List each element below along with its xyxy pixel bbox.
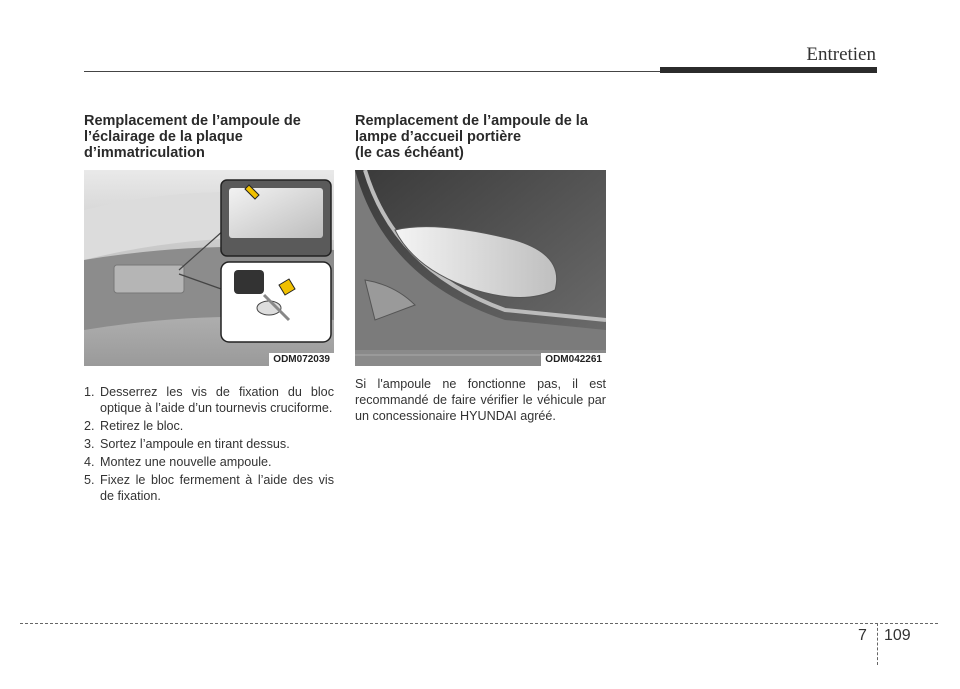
step-text: Fixez le bloc fermement à l’aide des vis de fixation. <box>100 473 334 503</box>
header-rule-thin <box>84 71 660 72</box>
right-figure-code: ODM042261 <box>541 353 606 366</box>
step-text: Sortez l’ampoule en tirant dessus. <box>100 437 290 451</box>
right-paragraph: Si l'ampoule ne fonctionne pas, il est recommandé de faire vérifier le véhicule par un concessionaire HYUNDAI agréé. <box>355 377 606 423</box>
left-column <box>84 113 334 161</box>
page-header-title: Entretien <box>806 44 876 65</box>
door-courtesy-lamp-figure <box>355 170 606 366</box>
list-item <box>84 454 334 470</box>
left-figure-code: ODM072039 <box>269 353 334 366</box>
door-courtesy-lamp-illustration <box>355 170 606 366</box>
instruction-steps <box>84 384 334 506</box>
page-number: 109 <box>884 627 911 644</box>
step-number: 5. <box>84 473 95 487</box>
list-item <box>84 436 334 452</box>
right-column <box>355 113 605 161</box>
step-text: Desserrez les vis de fixation du bloc optique à l’aide d’un tournevis cruciforme. <box>100 385 334 415</box>
header-rule-thick <box>660 67 877 73</box>
chapter-number: 7 <box>858 627 867 644</box>
right-section-title: Remplacement de l’ampoule de la lampe d’accueil portière (le cas échéant) <box>355 113 588 161</box>
list-item <box>84 384 334 416</box>
footer-dashed-divider <box>877 623 878 665</box>
step-number: 2. <box>84 419 95 433</box>
list-item <box>84 472 334 504</box>
step-number: 4. <box>84 455 95 469</box>
left-section-title: Remplacement de l’ampoule de l’éclairage de la plaque d’immatriculation <box>84 113 301 161</box>
step-number: 1. <box>84 385 95 399</box>
step-number: 3. <box>84 437 95 451</box>
footer-dashed-rule <box>20 623 938 624</box>
step-text: Montez une nouvelle ampoule. <box>100 455 272 469</box>
list-item <box>84 418 334 434</box>
license-plate-lamp-figure <box>84 170 334 366</box>
step-text: Retirez le bloc. <box>100 419 184 433</box>
license-plate-lamp-illustration <box>84 170 334 366</box>
